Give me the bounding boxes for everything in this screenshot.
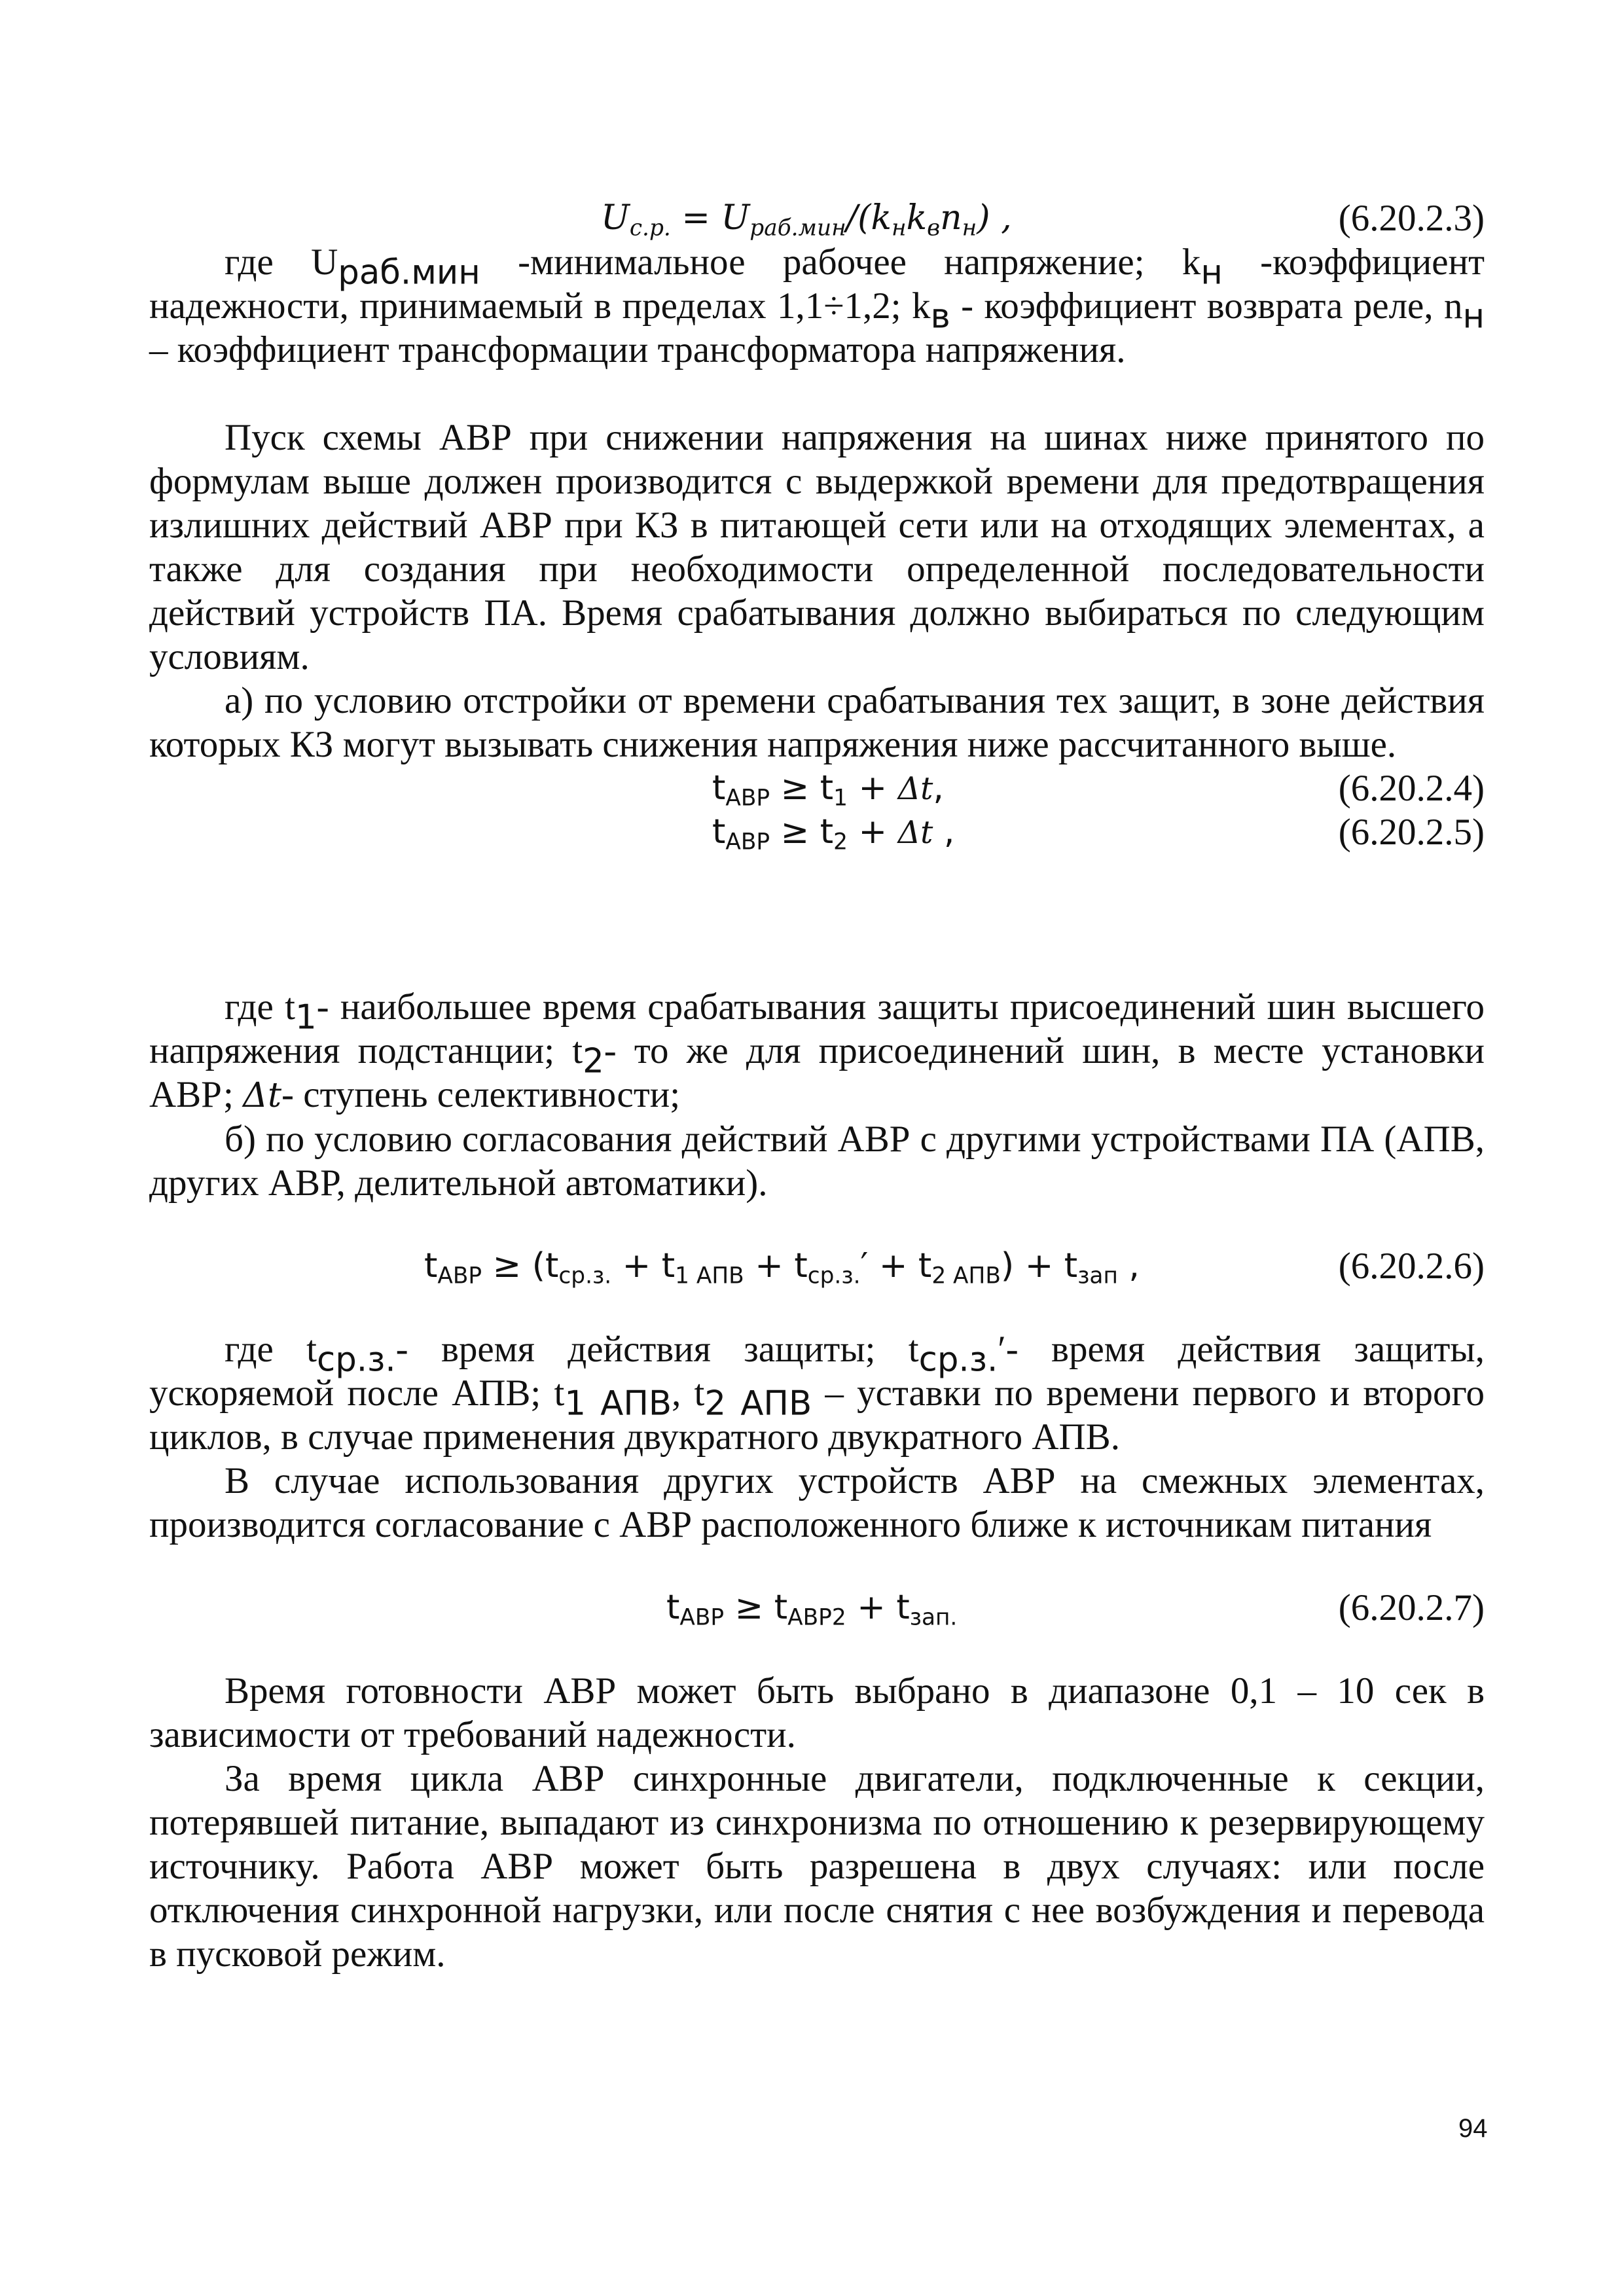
formula-number: (6.20.2.7) <box>1338 1587 1485 1628</box>
paragraph-other-avr: В случае использования других устройств АВР на смежных элементах, производится согласование с АВР расположенного ближе к источникам питания <box>149 1460 1485 1545</box>
formula-6-20-2-4 <box>149 766 1485 810</box>
formula-number: (6.20.2.3) <box>1338 198 1485 239</box>
formula-number: (6.20.2.6) <box>1338 1246 1485 1287</box>
formula-expression: $t_{АВР} \ge (t_{ср.з.} + t_{1 АПВ} + t_{ср.з.}' + t_{2 АПВ}) + t_{зап}$ , <box>424 1246 1140 1289</box>
paragraph-readiness-time: Время готовности АВР может быть выбрано в диапазоне 0,1 – 10 сек в зависимости от требований надежности. <box>149 1670 1485 1755</box>
formula-6-20-2-6 <box>149 1244 1485 1288</box>
formula-6-20-2-3 <box>149 196 1485 240</box>
paragraph-voltage-definitions: где $U_{раб.мин}$ -минимальное рабочее напряжение; $k_н$ -коэффициент надежности, принимаемый в пределах 1,1÷1,2; $k_в$ - коэффициент возврата реле, $n_н$ – коэффициент трансформации трансформатора напряжения. <box>149 242 1485 370</box>
paragraph-synchronous-motors: За время цикла АВР синхронные двигатели, подключенные к секции, потерявшей питание, выпадают из синхронизма по отношению к резервирующему источнику. Работа АВР может быть разрешена в двух случаях: или после отключения синхронной нагрузки, или после снятия с нее возбуждения и перевода в пусковой режим. <box>149 1758 1485 1975</box>
formula-number: (6.20.2.5) <box>1338 812 1485 853</box>
formula-expression: $t_{АВР} \ge t_1 + \Delta t$, <box>712 768 944 812</box>
formula-expression: $U_{с.р.} = U_{раб.мин}/(k_нk_вn_н)$ , <box>601 198 1012 242</box>
formula-number: (6.20.2.4) <box>1338 768 1485 809</box>
page-content <box>149 196 1485 1976</box>
formula-expression: $t_{АВР} \ge t_{АВР2} + t_{зап.}$ <box>666 1588 958 1631</box>
formula-expression: $t_{АВР} \ge t_2 + \Delta t$ , <box>712 812 955 855</box>
paragraph-condition-b: б) по условию согласования действий АВР с другими устройствами ПА (АПВ, других АВР, делительной автоматики). <box>149 1119 1485 1204</box>
paragraph-protection-times: где $t_{ср.з.}-$ время действия защиты; $t_{ср.з.}'-$ время действия защиты, ускоряемой после АПВ; $t_{1 АПВ}$, $t_{2 АПВ}$ – уставки по времени первого и второго циклов, в случае применения двукратного двукратного АПВ. <box>149 1329 1485 1458</box>
formula-6-20-2-7 <box>149 1586 1485 1630</box>
paragraph-t1-t2-definitions: где $t_1-$ наибольшее время срабатывания защиты присоединений шин высшего напряжения подстанции; $t_2-$ то же для присоединений шин, в месте установки АВР; Δt- ступень селективности; <box>149 986 1485 1115</box>
formula-6-20-2-5 <box>149 810 1485 854</box>
paragraph-avr-start: Пуск схемы АВР при снижении напряжения на шинах ниже принятого по формулам выше должен производится с выдержкой времени для предотвращения излишних действий АВР при КЗ в питающей сети или на отходящих элементах, а также для создания при необходимости определенной последовательности действий устройств ПА. Время срабатывания должно выбираться по следующим условиям. <box>149 417 1485 677</box>
paragraph-condition-a: а) по условию отстройки от времени срабатывания тех защит, в зоне действия которых КЗ могут вызывать снижения напряжения ниже рассчитанного выше. <box>149 680 1485 765</box>
page-number: 94 <box>1458 2114 1488 2143</box>
